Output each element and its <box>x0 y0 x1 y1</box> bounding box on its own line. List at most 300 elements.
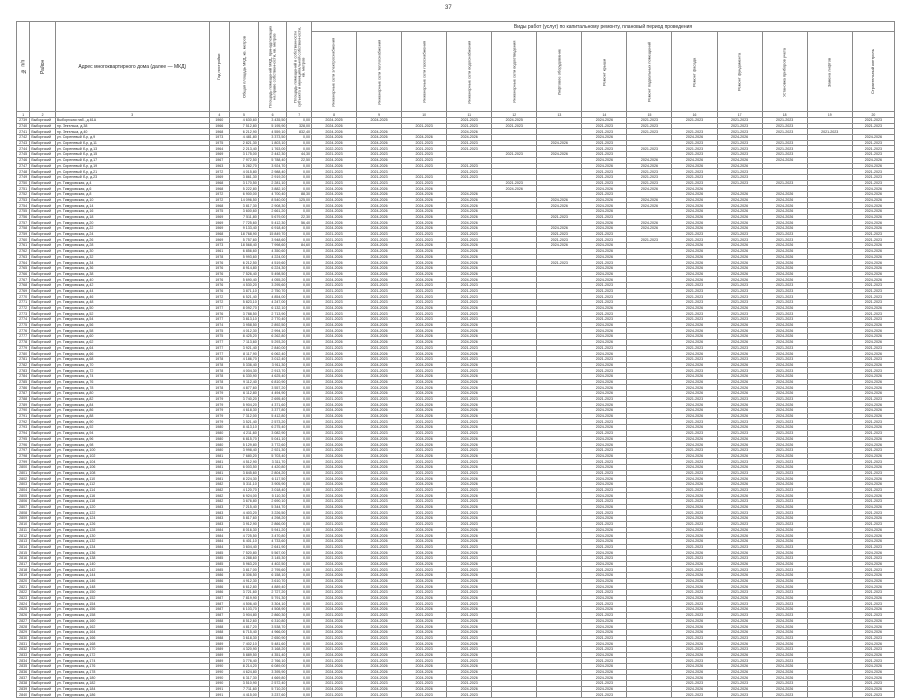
cell-district: Выборгский <box>30 362 56 368</box>
cell-work-13: 2024-2026 <box>852 686 894 692</box>
cell-work-9: 2024-2026 <box>672 277 717 283</box>
cell-district: Выборгский <box>30 436 56 442</box>
cell-work-9: 2024-2026 <box>672 197 717 203</box>
cell-address: ул. Тимуровская, д.80 <box>55 391 209 397</box>
cell-work-1: 2024-2026 <box>311 538 356 544</box>
cell-address: ул. Тимуровская, д.90 <box>55 419 209 425</box>
cell-work-10: 2021-2023 <box>717 282 762 288</box>
cell-work-7: 2021-2023 <box>582 237 627 243</box>
cell-municipal-area: 0,00 <box>287 322 312 328</box>
cell-work-13: 2024-2026 <box>852 618 894 624</box>
cell-total-area: 8 425,20 <box>230 334 259 340</box>
cell-premises-area: 3 882,10 <box>258 186 287 192</box>
cell-work-7: 2024-2026 <box>582 163 627 169</box>
cell-work-9: 2021-2023 <box>672 470 717 476</box>
cell-work-8 <box>627 692 672 698</box>
cell-work-3: 2024-2026 <box>402 578 447 584</box>
cell-address: ул. Тимуровская, д.44 <box>55 288 209 294</box>
cell-premises-area: 4 625,40 <box>258 373 287 379</box>
cell-work-3: 2021-2023 <box>402 646 447 652</box>
cell-total-area: 3 845,60 <box>230 470 259 476</box>
cell-work-2: 2021-2023 <box>357 396 402 402</box>
cell-premises-area: 5 344,70 <box>258 504 287 510</box>
cell-work-11: 2024-2026 <box>762 436 807 442</box>
cell-n: 2791 <box>17 413 30 419</box>
cell-total-area: 7 972,50 <box>230 157 259 163</box>
cell-work-1: 2024-2026 <box>311 362 356 368</box>
cell-total-area: 6 003,50 <box>230 464 259 470</box>
cell-work-1: 2021-2023 <box>311 396 356 402</box>
cell-work-3: 2021-2023 <box>402 300 447 306</box>
cell-total-area: 3 904,80 <box>230 612 259 618</box>
cell-work-4: 2024-2026 <box>447 493 492 499</box>
cell-work-10: 2024-2026 <box>717 351 762 357</box>
cell-address: ул. Тимуровская, д.104 <box>55 459 209 465</box>
cell-work-4: 2021-2023 <box>447 521 492 527</box>
cell-work-10: 2024-2026 <box>717 686 762 692</box>
column-number-19: 19 <box>807 112 852 118</box>
cell-n: 2763 <box>17 254 30 260</box>
cell-premises-area: 4 298,20 <box>258 516 287 522</box>
cell-work-11: 2024-2026 <box>762 538 807 544</box>
cell-work-3: 2021-2023 <box>402 157 447 163</box>
cell-n: 2825 <box>17 607 30 613</box>
cell-work-1: 2024-2026 <box>311 334 356 340</box>
cell-work-10: 2021-2023 <box>717 447 762 453</box>
cell-work-11: 2024-2026 <box>762 629 807 635</box>
cell-address: ул. Тимуровская, д.36 <box>55 265 209 271</box>
cell-district: Выборгский <box>30 373 56 379</box>
cell-address: ул. Тимуровская, д.74 <box>55 373 209 379</box>
cell-district: Выборгский <box>30 140 56 146</box>
cell-work-5: 2024-2026 <box>492 186 537 192</box>
cell-work-2: 2021-2023 <box>357 555 402 561</box>
cell-address: ул. Тимуровская, д.30 <box>55 248 209 254</box>
cell-total-area: 3 958,50 <box>230 322 259 328</box>
cell-address: ул. Тимуровская, д.154 <box>55 601 209 607</box>
cell-work-4: 2021-2023 <box>447 294 492 300</box>
cell-n: 2767 <box>17 277 30 283</box>
cell-n: 2776 <box>17 328 30 334</box>
cell-address: Выборгская наб., д.61А <box>55 118 209 124</box>
cell-address: ул. Тимуровская, д.136 <box>55 550 209 556</box>
cell-work-2: 2024-2026 <box>357 209 402 215</box>
cell-premises-area: 3 012,40 <box>258 356 287 362</box>
cell-work-11: 2024-2026 <box>762 260 807 266</box>
cell-municipal-area: 0,00 <box>287 345 312 351</box>
cell-work-4: 2024-2026 <box>447 334 492 340</box>
cell-premises-area: 6 918,40 <box>258 226 287 232</box>
cell-work-11: 2024-2026 <box>762 220 807 226</box>
cell-address: ул. Тимуровская, д.86 <box>55 408 209 414</box>
cell-work-10: 2024-2026 <box>717 550 762 556</box>
cell-work-9: 2021-2023 <box>672 140 717 146</box>
cell-total-area: 4 506,40 <box>230 601 259 607</box>
cell-n: 2824 <box>17 601 30 607</box>
cell-year: 1979 <box>209 413 229 419</box>
column-number-7: 7 <box>287 112 312 118</box>
cell-n: 2744 <box>17 146 30 152</box>
cell-total-area: 18 568,40 <box>230 243 259 249</box>
cell-total-area: 2 213,40 <box>230 146 259 152</box>
cell-total-area: 4 624,80 <box>230 669 259 675</box>
cell-work-13: 2024-2026 <box>852 584 894 590</box>
cell-work-9: 2024-2026 <box>672 442 717 448</box>
cell-n: 2762 <box>17 248 30 254</box>
cell-work-4: 2021-2023 <box>447 317 492 323</box>
cell-n: 2808 <box>17 510 30 516</box>
cell-premises-area: 2 650,90 <box>258 635 287 641</box>
cell-work-10: 2024-2026 <box>717 226 762 232</box>
cell-premises-area: 3 470,80 <box>258 533 287 539</box>
cell-work-3: 2024-2026 <box>402 379 447 385</box>
cell-work-2: 2021-2023 <box>357 430 402 436</box>
cell-work-11: 2021-2023 <box>762 180 807 186</box>
cell-work-10: 2021-2023 <box>717 169 762 175</box>
cell-work-10: 2021-2023 <box>717 129 762 135</box>
cell-work-10: 2024-2026 <box>717 373 762 379</box>
cell-n: 2798 <box>17 453 30 459</box>
cell-address: ул. Тимуровская, д.34 <box>55 260 209 266</box>
cell-address: ул. Тимуровская, д.62 <box>55 339 209 345</box>
cell-work-10: 2024-2026 <box>717 413 762 419</box>
cell-work-13: 2024-2026 <box>852 254 894 260</box>
cell-municipal-area: 0,00 <box>287 573 312 579</box>
cell-work-11: 2024-2026 <box>762 402 807 408</box>
cell-work-1: 2024-2026 <box>311 686 356 692</box>
cell-work-4: 2024-2026 <box>447 322 492 328</box>
cell-work-8: 2021-2023 <box>627 118 672 124</box>
cell-premises-area: 4 055,20 <box>258 277 287 283</box>
cell-work-4: 2024-2026 <box>447 561 492 567</box>
cell-year: 1982 <box>209 487 229 493</box>
cell-work-1: 2024-2026 <box>311 123 356 129</box>
cell-year: 1988 <box>209 629 229 635</box>
cell-n: 2820 <box>17 578 30 584</box>
cell-work-4: 2024-2026 <box>447 254 492 260</box>
cell-work-7: 2024-2026 <box>582 379 627 385</box>
cell-work-7: 2021-2023 <box>582 356 627 362</box>
cell-work-2: 2021-2023 <box>357 356 402 362</box>
cell-work-1: 2024-2026 <box>311 197 356 203</box>
cell-premises-area: 3 237,60 <box>258 692 287 698</box>
cell-year: 1983 <box>209 510 229 516</box>
cell-work-3: 2021-2023 <box>402 459 447 465</box>
cell-total-area: 6 212,50 <box>230 260 259 266</box>
column-number-9: 9 <box>357 112 402 118</box>
cell-work-13: 2024-2026 <box>852 351 894 357</box>
cell-total-area: 3 170,50 <box>230 180 259 186</box>
cell-work-3: 2021-2023 <box>402 470 447 476</box>
cell-total-area: 3 740,20 <box>230 396 259 402</box>
cell-work-4: 2024-2026 <box>447 226 492 232</box>
cell-year: 1978 <box>209 254 229 260</box>
cell-work-1: 2021-2023 <box>311 356 356 362</box>
cell-work-10: 2021-2023 <box>717 311 762 317</box>
cell-address: ул. Тимуровская, д.84 <box>55 402 209 408</box>
cell-year: 1960 <box>209 118 229 124</box>
cell-work-3: 2024-2026 <box>402 277 447 283</box>
cell-municipal-area: 0,00 <box>287 464 312 470</box>
cell-n: 2752 <box>17 191 30 197</box>
cell-work-7: 2024-2026 <box>582 391 627 397</box>
cell-work-8: 2024-2026 <box>627 226 672 232</box>
cell-work-7: 2021-2023 <box>582 345 627 351</box>
cell-district: Выборгский <box>30 300 56 306</box>
cell-work-13: 2021-2023 <box>852 590 894 596</box>
cell-work-11: 2021-2023 <box>762 368 807 374</box>
cell-premises-area: 1 803,10 <box>258 140 287 146</box>
cell-premises-area: 2 695,40 <box>258 396 287 402</box>
cell-work-1: 2024-2026 <box>311 339 356 345</box>
cell-work-3: 2024-2026 <box>402 373 447 379</box>
cell-district: Выборгский <box>30 163 56 169</box>
cell-premises-area: 5 481,60 <box>258 641 287 647</box>
cell-year: 1991 <box>209 692 229 698</box>
cell-premises-area: 3 772,60 <box>258 442 287 448</box>
cell-work-1: 2024-2026 <box>311 664 356 670</box>
cell-total-area: 7 711,60 <box>230 686 259 692</box>
cell-work-3: 2024-2026 <box>402 214 447 220</box>
cell-premises-area: 3 304,10 <box>258 601 287 607</box>
cell-work-10: 2024-2026 <box>717 277 762 283</box>
cell-district: Выборгский <box>30 561 56 567</box>
cell-work-2: 2024-2026 <box>357 243 402 249</box>
cell-work-7: 2024-2026 <box>582 453 627 459</box>
cell-municipal-area: 0,00 <box>287 669 312 675</box>
cell-premises-area: 2 641,90 <box>258 544 287 550</box>
cell-district: Выборгский <box>30 641 56 647</box>
cell-work-4: 2021-2023 <box>447 544 492 550</box>
cell-municipal-area: 0,00 <box>287 356 312 362</box>
cell-district: Выборгский <box>30 664 56 670</box>
cell-work-7: 2021-2023 <box>582 487 627 493</box>
cell-work-4: 2024-2026 <box>447 277 492 283</box>
cell-address: ул. Тимуровская, д.116 <box>55 493 209 499</box>
cell-work-11: 2024-2026 <box>762 652 807 658</box>
cell-work-9: 2024-2026 <box>672 379 717 385</box>
cell-address: ул. Тимуровская, д.32 <box>55 254 209 260</box>
cell-n: 2815 <box>17 550 30 556</box>
cell-municipal-area: 0,00 <box>287 368 312 374</box>
cell-work-11: 2024-2026 <box>762 476 807 482</box>
cell-work-10: 2021-2023 <box>717 459 762 465</box>
cell-work-13: 2024-2026 <box>852 476 894 482</box>
cell-municipal-area: 0,00 <box>287 470 312 476</box>
cell-total-area: 3 813,10 <box>230 317 259 323</box>
cell-work-3: 2024-2026 <box>402 641 447 647</box>
cell-work-2: 2021-2023 <box>357 180 402 186</box>
cell-work-1: 2024-2026 <box>311 328 356 334</box>
cell-work-2: 2024-2026 <box>357 277 402 283</box>
cell-year: 1981 <box>209 459 229 465</box>
cell-work-2: 2021-2023 <box>357 590 402 596</box>
cell-address: ул. Тимуровская, д.70 <box>55 362 209 368</box>
cell-work-2: 2021-2023 <box>357 300 402 306</box>
cell-year: 1968 <box>209 231 229 237</box>
cell-n: 2757 <box>17 220 30 226</box>
cell-work-10: 2024-2026 <box>717 408 762 414</box>
cell-year: 1969 <box>209 174 229 180</box>
cell-address: ул. Тимуровская, д.160 <box>55 618 209 624</box>
cell-premises-area: 2 661,20 <box>258 209 287 215</box>
cell-district: Выборгский <box>30 652 56 658</box>
cell-work-4: 2024-2026 <box>447 482 492 488</box>
cell-work-10: 2024-2026 <box>717 271 762 277</box>
cell-total-area: 3 998,40 <box>230 447 259 453</box>
cell-municipal-area: 0,00 <box>287 567 312 573</box>
cell-n: 2840 <box>17 692 30 698</box>
cell-total-area: 5 993,60 <box>230 254 259 260</box>
cell-work-4: 2024-2026 <box>447 453 492 459</box>
cell-district: Выборгский <box>30 254 56 260</box>
cell-address: ул. Сиреневый б-р, д.13 <box>55 146 209 152</box>
cell-work-13: 2021-2023 <box>852 430 894 436</box>
cell-work-10: 2024-2026 <box>717 527 762 533</box>
cell-work-9: 2024-2026 <box>672 584 717 590</box>
cell-work-4: 2021-2023 <box>447 345 492 351</box>
cell-work-10: 2024-2026 <box>717 322 762 328</box>
cell-n: 2822 <box>17 590 30 596</box>
cell-municipal-area: 0,00 <box>287 425 312 431</box>
cell-work-13: 2024-2026 <box>852 624 894 630</box>
cell-work-9: 2024-2026 <box>672 163 717 169</box>
cell-work-7: 2024-2026 <box>582 516 627 522</box>
cell-work-1: 2024-2026 <box>311 482 356 488</box>
cell-work-10: 2024-2026 <box>717 203 762 209</box>
cell-work-4: 2021-2023 <box>447 555 492 561</box>
cell-work-13: 2024-2026 <box>852 391 894 397</box>
cell-year: 1989 <box>209 641 229 647</box>
cell-work-10: 2021-2023 <box>717 317 762 323</box>
cell-work-3: 2024-2026 <box>402 351 447 357</box>
cell-work-7: 2024-2026 <box>582 334 627 340</box>
cell-work-11: 2024-2026 <box>762 379 807 385</box>
cell-work-7: 2021-2023 <box>582 646 627 652</box>
cell-work-1: 2021-2023 <box>311 237 356 243</box>
cell-year: 1969 <box>209 237 229 243</box>
cell-work-10: 2024-2026 <box>717 664 762 670</box>
cell-premises-area: 2 804,20 <box>258 470 287 476</box>
cell-work-3: 2021-2023 <box>402 555 447 561</box>
cell-work-13: 2024-2026 <box>852 209 894 215</box>
cell-work-2: 2024-2026 <box>357 163 402 169</box>
cell-municipal-area: 0,00 <box>287 311 312 317</box>
cell-work-4: 2021-2023 <box>447 368 492 374</box>
cell-work-13: 2021-2023 <box>852 646 894 652</box>
cell-n: 2838 <box>17 681 30 687</box>
cell-work-13: 2024-2026 <box>852 248 894 254</box>
cell-work-9: 2021-2023 <box>672 129 717 135</box>
cell-work-13: 2021-2023 <box>852 345 894 351</box>
cell-work-11: 2024-2026 <box>762 618 807 624</box>
cell-work-2: 2024-2026 <box>357 504 402 510</box>
cell-work-2: 2024-2026 <box>357 129 402 135</box>
cell-work-3: 2021-2023 <box>402 601 447 607</box>
table-row <box>17 692 895 698</box>
cell-municipal-area: 0,00 <box>287 140 312 146</box>
cell-year: 1984 <box>209 527 229 533</box>
cell-address: ул. Тимуровская, д.172 <box>55 652 209 658</box>
cell-premises-area: 4 247,00 <box>258 300 287 306</box>
cell-work-3: 2021-2023 <box>402 356 447 362</box>
cell-premises-area: 5 412,80 <box>258 413 287 419</box>
header-work-2: Инженерные сети теплоснабжения <box>357 32 402 112</box>
cell-work-1: 2024-2026 <box>311 436 356 442</box>
cell-premises-area: 3 373,50 <box>258 135 287 141</box>
cell-work-13: 2024-2026 <box>852 226 894 232</box>
cell-work-1: 2021-2023 <box>311 152 356 158</box>
cell-address: ул. Тимуровская, д.102 <box>55 453 209 459</box>
cell-work-1: 2024-2026 <box>311 226 356 232</box>
cell-address: ул. Тимуровская, д.16 <box>55 209 209 215</box>
cell-work-2: 2024-2026 <box>357 271 402 277</box>
cell-work-1: 2024-2026 <box>311 271 356 277</box>
cell-address: ул. Тимуровская, д.110 <box>55 476 209 482</box>
cell-work-8: 2021-2023 <box>627 123 672 129</box>
cell-work-10: 2024-2026 <box>717 504 762 510</box>
cell-work-1: 2024-2026 <box>311 277 356 283</box>
cell-work-7: 2024-2026 <box>582 573 627 579</box>
cell-address: ул. Тимуровская, д.42 <box>55 282 209 288</box>
cell-year: 1984 <box>209 544 229 550</box>
cell-work-13: 2021-2023 <box>852 499 894 505</box>
cell-work-4: 2024-2026 <box>447 339 492 345</box>
cell-n: 2750 <box>17 180 30 186</box>
cell-address: ул. Тимуровская, д.66 <box>55 351 209 357</box>
cell-work-11: 2021-2023 <box>762 146 807 152</box>
cell-work-10: 2024-2026 <box>717 561 762 567</box>
cell-work-11: 2024-2026 <box>762 584 807 590</box>
cell-work-4: 2021-2023 <box>447 567 492 573</box>
cell-address: ул. Тимуровская, д.158 <box>55 612 209 618</box>
cell-work-7: 2024-2026 <box>582 652 627 658</box>
cell-work-2: 2024-2026 <box>357 362 402 368</box>
cell-work-3: 2024-2026 <box>402 561 447 567</box>
cell-year: 1977 <box>209 351 229 357</box>
cell-address: ул. Тимуровская, д.64 <box>55 345 209 351</box>
cell-work-13: 2021-2023 <box>852 368 894 374</box>
cell-work-2: 2024-2026 <box>357 533 402 539</box>
cell-work-13: 2024-2026 <box>852 413 894 419</box>
cell-work-11: 2021-2023 <box>762 430 807 436</box>
cell-year: 1968 <box>209 186 229 192</box>
cell-premises-area: 2 908,30 <box>258 203 287 209</box>
cell-n: 2810 <box>17 521 30 527</box>
cell-work-3: 2021-2023 <box>402 163 447 169</box>
cell-work-3: 2024-2026 <box>402 248 447 254</box>
cell-work-7: 2024-2026 <box>582 362 627 368</box>
cell-work-8: 2021-2023 <box>627 169 672 175</box>
cell-district: Выборгский <box>30 459 56 465</box>
cell-work-7: 2021-2023 <box>582 288 627 294</box>
cell-year: 1981 <box>209 476 229 482</box>
cell-work-6: 2024-2026 <box>537 203 582 209</box>
cell-premises-area: 2 281,10 <box>258 180 287 186</box>
cell-premises-area: 5 195,90 <box>258 123 287 129</box>
cell-work-9: 2024-2026 <box>672 624 717 630</box>
cell-year: 1985 <box>209 567 229 573</box>
cell-total-area: 4 912,30 <box>230 578 259 584</box>
cell-premises-area: 3 295,60 <box>258 282 287 288</box>
cell-work-10: 2024-2026 <box>717 595 762 601</box>
cell-work-11: 2021-2023 <box>762 681 807 687</box>
cell-work-2: 2024-2026 <box>357 669 402 675</box>
cell-year: 1974 <box>209 322 229 328</box>
cell-district: Выборгский <box>30 482 56 488</box>
cell-work-11: 2024-2026 <box>762 362 807 368</box>
cell-work-8: 2021-2023 <box>627 174 672 180</box>
